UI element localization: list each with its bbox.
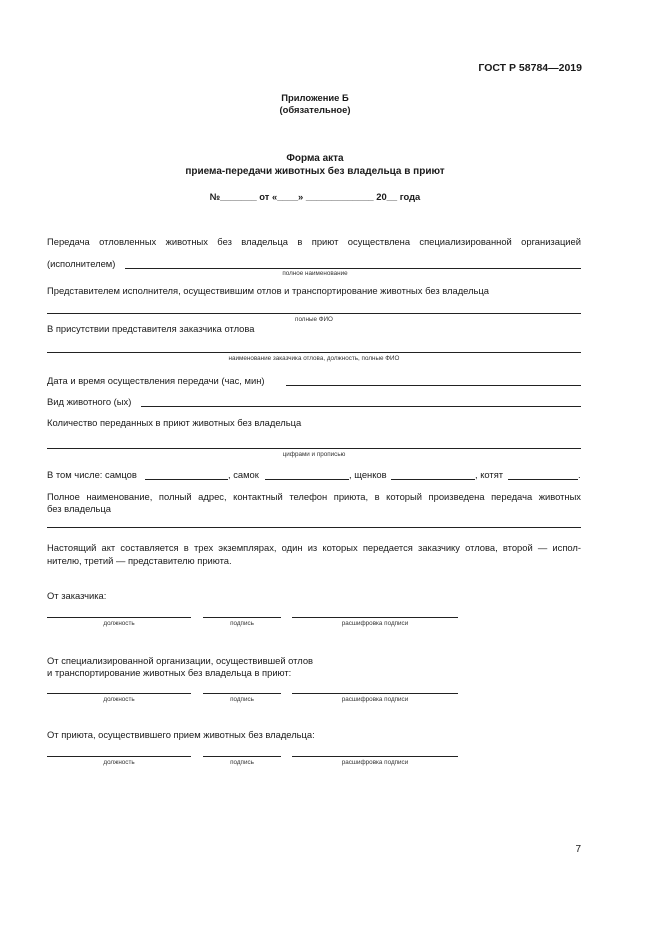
standard-code: ГОСТ Р 58784—2019 — [478, 62, 582, 74]
position-caption: должность — [103, 696, 135, 703]
position-caption: должность — [103, 620, 135, 627]
annex-title: Приложение Б — [281, 92, 349, 103]
customer-rep-line[interactable] — [47, 352, 581, 353]
customer-rep-caption: наименование заказчика отлова, должность, полные ФИО — [228, 355, 400, 362]
datetime-line[interactable] — [286, 385, 581, 386]
signature-sign-line[interactable] — [203, 756, 281, 757]
customer-rep-text: В присутствии представителя заказчика отлова — [47, 323, 255, 334]
kittens-label: , котят — [475, 469, 504, 480]
signature-caption: подпись — [230, 759, 254, 766]
signature-decoding-line[interactable] — [292, 693, 458, 694]
signature-position-line[interactable] — [47, 617, 191, 618]
statement-line1: Настоящий акт составляется в трех экземплярах, один из которых передается заказчику отлова, второй — испол- — [47, 542, 581, 553]
including-label: В том числе: самцов — [47, 469, 137, 480]
species-line[interactable] — [141, 406, 581, 407]
rep-executor-line[interactable] — [47, 313, 581, 314]
quantity-caption: цифрами и прописью — [282, 451, 346, 458]
signature-sign-line[interactable] — [203, 693, 281, 694]
signature-decoding-line[interactable] — [292, 756, 458, 757]
signature-shelter-heading: От приюта, осуществившего прием животных без владельца: — [47, 729, 315, 740]
signature-sign-line[interactable] — [203, 617, 281, 618]
signature-customer-heading: От заказчика: — [47, 590, 107, 601]
decoding-caption: расшифровка подписи — [341, 620, 409, 627]
rep-executor-text: Представителем исполнителя, осуществившим отлов и транспортирование животных без владельца — [47, 285, 490, 296]
signature-caption: подпись — [230, 696, 254, 703]
signature-decoding-line[interactable] — [292, 617, 458, 618]
signature-position-line[interactable] — [47, 693, 191, 694]
shelter-text-line2: без владельца — [47, 503, 111, 514]
decoding-caption: расшифровка подписи — [341, 696, 409, 703]
signature-organization-heading: От специализированной организации, осуществившей отлов — [47, 655, 314, 666]
females-line[interactable] — [265, 479, 349, 480]
end-period: . — [578, 469, 581, 480]
shelter-line[interactable] — [47, 527, 581, 528]
executor-label: (исполнителем) — [47, 258, 116, 269]
form-subtitle: приема-передачи животных без владельца в приют — [185, 166, 445, 177]
annex-status: (обязательное) — [279, 104, 351, 115]
statement-line2: нителю, третий — представителю приюта. — [47, 555, 232, 566]
transfer-text: Передача отловленных животных без владельца в приют осуществлена специализированной организацией — [47, 236, 581, 247]
puppies-label: , щенков — [349, 469, 387, 480]
form-title: Форма акта — [286, 153, 344, 164]
executor-line[interactable] — [125, 268, 581, 269]
quantity-label: Количество переданных в приют животных без владельца — [47, 417, 302, 428]
kittens-line[interactable] — [508, 479, 578, 480]
shelter-text-line1: Полное наименование, полный адрес, контактный телефон приюта, в который произведена передача животных — [47, 491, 581, 502]
signature-position-line[interactable] — [47, 756, 191, 757]
decoding-caption: расшифровка подписи — [341, 759, 409, 766]
rep-executor-caption: полные ФИО — [295, 316, 333, 323]
datetime-label: Дата и время осуществления передачи (час, мин) — [47, 375, 265, 386]
signature-organization-heading-2: и транспортирование животных без владельца в приют: — [47, 667, 292, 678]
females-label: , самок — [228, 469, 259, 480]
males-line[interactable] — [145, 479, 228, 480]
signature-caption: подпись — [230, 620, 254, 627]
form-number-line: №_______ от «____» _____________ 20__ года — [209, 191, 421, 202]
species-label: Вид животного (ых) — [47, 396, 132, 407]
puppies-line[interactable] — [391, 479, 475, 480]
page-number: 7 — [575, 844, 581, 855]
executor-caption: полное наименование — [282, 270, 348, 277]
quantity-line[interactable] — [47, 448, 581, 449]
position-caption: должность — [103, 759, 135, 766]
